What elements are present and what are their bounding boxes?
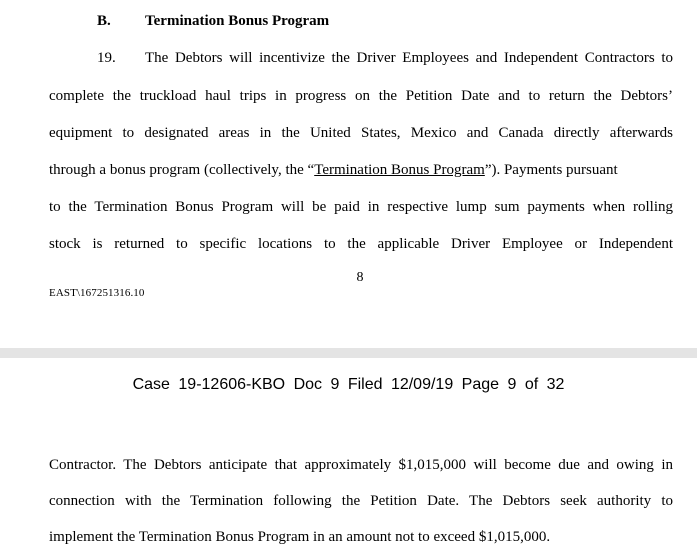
section-title: Termination Bonus Program (145, 13, 330, 29)
section-letter: B. (97, 13, 111, 29)
page-number: 8 (356, 270, 364, 285)
document-id: EAST\167251316.10 (49, 287, 145, 299)
paragraph-line: stock is returned to specific locations to the applicable Driver Employee or Independent (49, 236, 673, 252)
case-header: Case 19-12606-KBO Doc 9 Filed 12/09/19 Page 9 of 32 (132, 376, 565, 393)
paragraph-line: equipment to designated areas in the United States, Mexico and Canada directly afterwards (49, 125, 673, 141)
defined-term: Termination Bonus Program (314, 162, 485, 178)
line-text: through a bonus program (collectively, the “ (49, 162, 315, 178)
paragraph-line (49, 161, 673, 179)
paragraph-line: connection with the Termination following the Petition Date. The Debtors seek authority to (49, 493, 673, 509)
line-text: ”). Payments pursuant (484, 162, 618, 178)
paragraph-line: implement the Termination Bonus Program in an amount not to exceed $1,015,000. (49, 529, 551, 545)
paragraph-line: complete the truckload haul trips in progress on the Petition Date and to return the Debtors’ (49, 88, 673, 104)
paragraph-line: to the Termination Bonus Program will be paid in respective lump sum payments when rolling (49, 199, 673, 215)
paragraph-number: 19. (97, 50, 116, 66)
page-separator (0, 348, 697, 358)
paragraph-line: Contractor. The Debtors anticipate that approximately $1,015,000 will become due and owing in (49, 457, 673, 473)
paragraph-line: The Debtors will incentivize the Driver Employees and Independent Contractors to (145, 50, 673, 66)
